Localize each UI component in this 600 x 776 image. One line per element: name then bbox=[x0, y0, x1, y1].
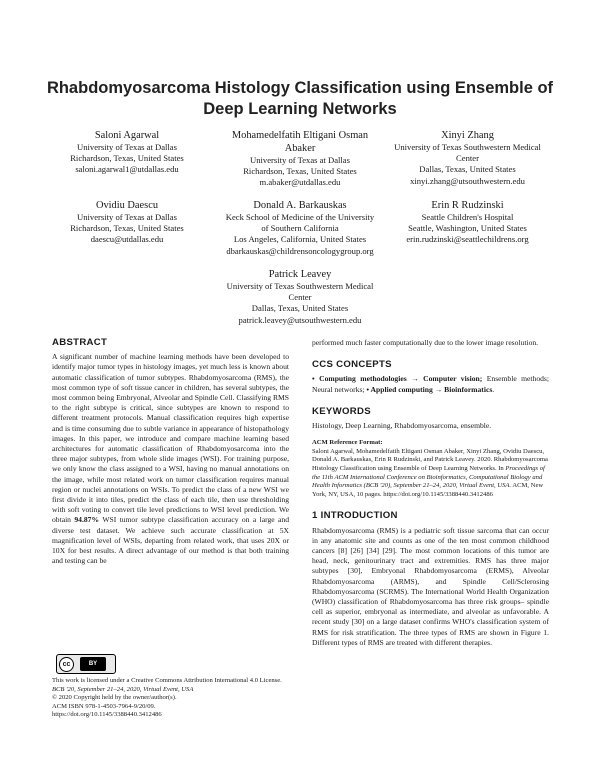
author-block bbox=[222, 199, 378, 257]
author-affiliation: University of Texas at Dallas bbox=[77, 142, 177, 152]
doi-link[interactable]: https://doi.org/10.1145/3388440.3412486 bbox=[52, 711, 162, 719]
author-location: Dallas, Texas, United States bbox=[251, 303, 349, 314]
author-block bbox=[225, 268, 375, 326]
author-affiliation: University of Texas Southwestern Medical Center bbox=[226, 281, 374, 303]
author-affiliation: University of Texas at Dallas bbox=[77, 212, 177, 222]
author-name: Mohamedelfatih Eltigani Osman Abaker bbox=[231, 130, 369, 154]
conference-info: BCB '20, September 21–24, 2020, Virtual Event, USA bbox=[52, 685, 194, 693]
author-name: Xinyi Zhang bbox=[441, 130, 494, 141]
abstract-text: A significant number of machine learning methods have been developed to identify major tumor types in histology images, yet much less is known about automatic classification of tumor subtypes. Rhabdomyosarcoma (RMS), the most common type of soft tissue cancer in children, has several subtypes, the most common being Embryonal, Alveolar and Spindle Cell. Classifying RMS to the right subtype is critical, since subtypes are known to respond to different treatment protocols. Manual classification requires high expertise and is time consuming due to subtle variance in appearance of histopathology images. In this paper, we introduce and compare machine learning based architectures for automatic classification of Rhabdomyosarcoma into the three major subtypes, from whole slide images (WSI). For training purpose, we only know the class assigned to a WSI, having no manual annotations on the image, while most related work on tumor classification requires manual region or nuclei annotations on WSIs. To predict the class of a new WSI we first divide it into tiles, predict the class of each tile, then use thresholding with soft voting to convert tile level predictions to WSI level prediction. We obtain 94.87% WSI tumor subtype classification accuracy on a large and diverse test dataset. We achieve such accurate classification at 5X magnification level of WSIs, departing from related work, that uses 20X or 10X for best results. A direct advantage of our method is that both training and testing can be bbox=[52, 352, 290, 566]
abstract-heading: ABSTRACT bbox=[52, 337, 108, 348]
creative-commons-badge bbox=[56, 654, 116, 674]
author-block bbox=[230, 129, 370, 189]
author-block bbox=[52, 129, 202, 176]
author-location: Seattle, Washington, United States bbox=[408, 223, 527, 234]
keywords-text: Histology, Deep Learning, Rhabdomyosarcoma, ensemble. bbox=[312, 421, 492, 431]
author-email[interactable]: erin.rudzinski@seattlechildrens.org bbox=[406, 234, 529, 245]
author-affiliation: University of Texas at Dallas bbox=[250, 155, 350, 165]
ccs-heading: CCS CONCEPTS bbox=[312, 359, 392, 371]
abstract-continued: performed much faster computationally due to the lower image resolution. bbox=[312, 338, 539, 347]
author-block bbox=[385, 129, 550, 187]
author-location: Richardson, Texas, United States bbox=[243, 166, 357, 177]
author-name: Patrick Leavey bbox=[268, 269, 332, 280]
author-email[interactable]: m.abaker@utdallas.edu bbox=[259, 177, 341, 188]
author-location: Richardson, Texas, United States bbox=[70, 153, 184, 164]
author-email[interactable]: daescu@utdallas.edu bbox=[90, 234, 164, 245]
author-location: Los Angeles, California, United States bbox=[233, 234, 367, 245]
keywords-heading: KEYWORDS bbox=[312, 405, 371, 417]
reference-heading: ACM Reference Format: bbox=[312, 439, 383, 447]
license-text: This work is licensed under a Creative Commons Attribution International 4.0 License. bbox=[52, 677, 282, 684]
author-block bbox=[385, 199, 550, 246]
author-block bbox=[52, 199, 202, 246]
by-icon: BY bbox=[80, 657, 106, 671]
author-affiliation: Seattle Children's Hospital bbox=[421, 212, 514, 222]
author-email[interactable]: saloni.agarwal1@utdallas.edu bbox=[75, 164, 179, 175]
introduction-heading: 1 INTRODUCTION bbox=[312, 510, 398, 522]
reference-text: Saloni Agarwal, Mohamedelfatih Eltigani Osman Abaker, Xinyi Zhang, Ovidiu Daescu, Donald A. Barkauskas, Erin R Rudzinski, and Patrick Leavey. 2020. Rhabdomyosarcoma Histology Classification using Ensemble of Deep Learning Networks. In Proceedings of the 11th ACM International Conference on Bioinformatics, Computational Biology and Health Informatics (BCB '20), September 21–24, 2020, Virtual Event, USA. ACM, New York, NY, USA, 10 pages. https://doi.org/10.1145/3388440.3412486 bbox=[312, 447, 548, 498]
author-name: Saloni Agarwal bbox=[94, 130, 160, 141]
author-affiliation: University of Texas Southwestern Medical Center bbox=[394, 142, 541, 164]
author-email[interactable]: patrick.leavey@utsouthwestern.edu bbox=[238, 314, 362, 325]
author-name: Ovidiu Daescu bbox=[95, 200, 159, 211]
copyright: © 2020 Copyright held by the owner/author(s). bbox=[52, 694, 177, 702]
cc-icon: cc bbox=[59, 657, 74, 672]
license-block bbox=[52, 677, 302, 720]
paper-title: Rhabdomyosarcoma Histology Classification using Ensemble of Deep Learning Networks bbox=[46, 79, 554, 118]
isbn: ACM ISBN 978-1-4503-7964-9/20/09. bbox=[52, 702, 156, 710]
author-email[interactable]: xinyi.zhang@utsouthwestern.edu bbox=[410, 175, 525, 186]
ccs-text: • Computing methodologies → Computer vision; Ensemble methods; Neural networks; • Applied computing → Bioinformatics. bbox=[312, 374, 549, 394]
right-column bbox=[312, 338, 549, 648]
author-location: Dallas, Texas, United States bbox=[419, 164, 516, 175]
introduction-text: Rhabdomyosarcoma (RMS) is a pediatric soft tissue sarcoma that can occur in any anatomic site and counts as one of the ten most common childhood cancers [8] [26] [34] [29]. The most common locations of this tumor are head, neck, genitourinary tract and extremities. RMS has three major subtypes [30], Embryonal Rhabdomyosarcoma (ERMS), Alveolar Rhabdomyosarcoma (ARMS), and Spindle Cell/Sclerosing Rhabdomyosarcoma (SCRMS). The International World Health Organization (WHO) classification of Rhabdomyosarcoma has three risk groups– spindle cell as superior, embryonal as intermediate, and alveolar as unfavorable. A recent study [30] on a large dataset confirms WHO's classification system of RMS for risk stratification. The three types of RMS are shown in Figure 1. Different types of RMS are treated with different therapies. bbox=[312, 525, 549, 647]
author-name: Erin R Rudzinski bbox=[431, 200, 504, 211]
author-location: Richardson, Texas, United States bbox=[70, 223, 184, 234]
author-name: Donald A. Barkauskas bbox=[253, 200, 347, 211]
author-affiliation: Keck School of Medicine of the University of Southern California bbox=[225, 212, 375, 234]
abstract-section bbox=[52, 338, 289, 566]
author-email[interactable]: dbarkauskas@childrensoncologygroup.org bbox=[226, 245, 374, 256]
